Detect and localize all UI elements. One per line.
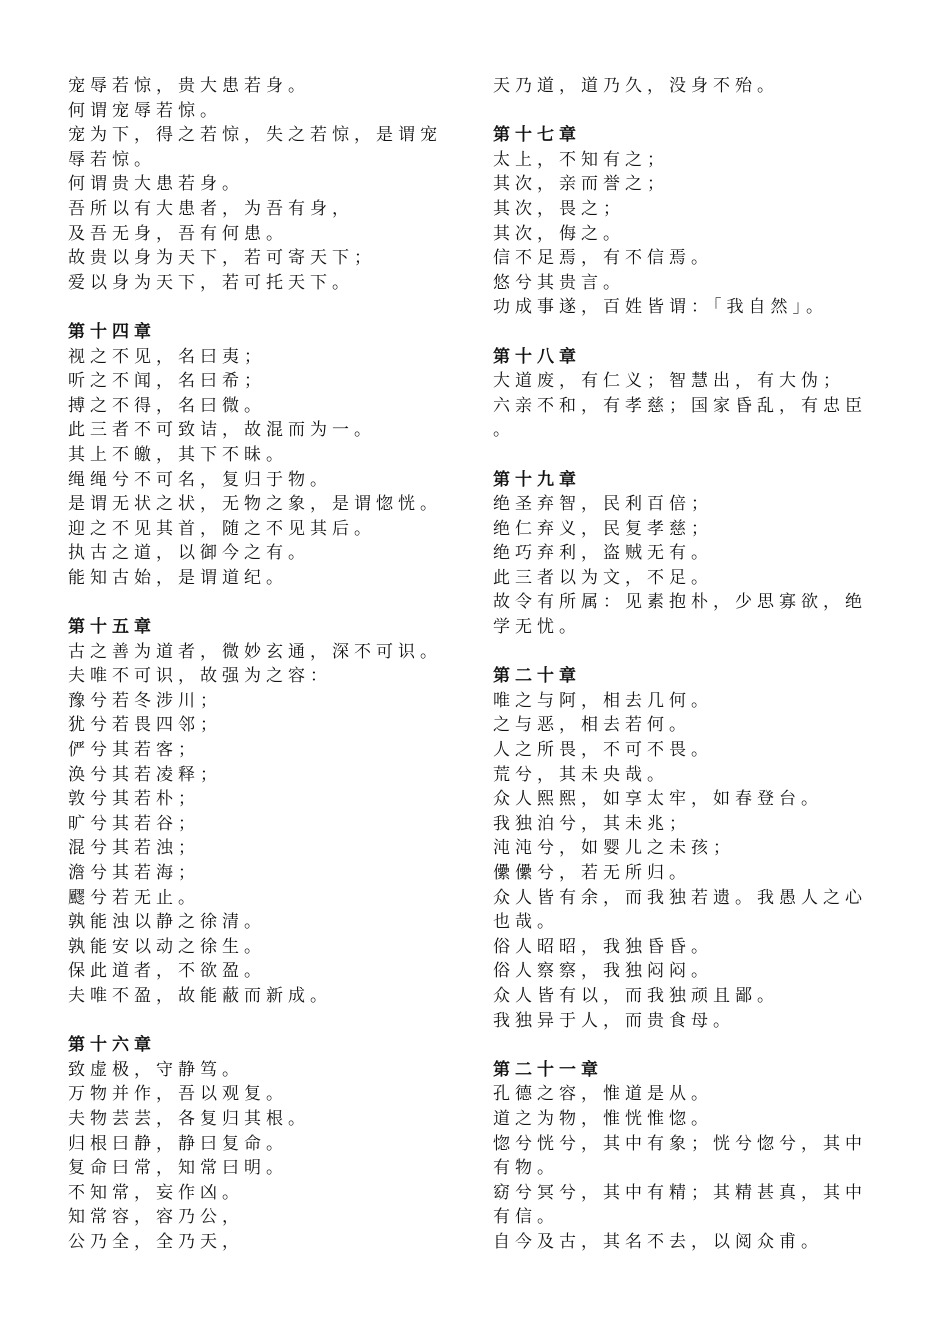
chapter-heading: 第二十章 — [493, 666, 581, 687]
text-line: 之与恶，相去若何。 — [493, 715, 691, 736]
chapter-heading: 第二十一章 — [493, 1059, 603, 1080]
text-line: 六亲不和，有孝慈；国家昏乱，有忠臣 — [493, 395, 867, 416]
paragraph-gap — [493, 320, 893, 345]
paragraph-gap — [493, 640, 893, 665]
left-column — [68, 74, 468, 1255]
text-line: 飂兮若无止。 — [68, 887, 200, 908]
text-line: 澹兮其若海； — [68, 863, 200, 883]
text-line: 搏之不得，名曰微。 — [68, 395, 266, 416]
text-line: 道之为物，惟恍惟惚。 — [493, 1108, 713, 1129]
text-line: 是谓无状之状，无物之象，是谓惚恍。 — [68, 494, 442, 515]
text-line: 视之不见，名曰夷； — [68, 346, 266, 367]
text-line: 天乃道，道乃久，没身不殆。 — [493, 76, 779, 96]
text-line: 公乃全，全乃天， — [68, 1231, 244, 1252]
text-line: 惚兮恍兮，其中有象；恍兮惚兮，其中 — [493, 1133, 867, 1154]
text-line: 其次，亲而誉之； — [493, 174, 669, 195]
text-line: 迎之不见其首，随之不见其后。 — [68, 518, 376, 539]
paragraph-gap — [493, 443, 893, 468]
text-line: 沌沌兮，如婴儿之未孩； — [493, 838, 735, 859]
text-line: 窈兮冥兮，其中有精；其精甚真，其中 — [493, 1182, 867, 1203]
text-line: 故令有所属：见素抱朴，少思寡欲，绝 — [493, 592, 867, 613]
text-line: 万物并作，吾以观复。 — [68, 1084, 288, 1105]
text-line: 众人皆有以，而我独顽且鄙。 — [493, 985, 779, 1006]
text-line: 古之善为道者，微妙玄通，深不可识。 — [68, 641, 442, 662]
chapter-heading: 第十六章 — [68, 1035, 156, 1056]
text-line: 绝巧弃利，盗贼无有。 — [493, 543, 713, 564]
paragraph-gap — [68, 295, 468, 320]
chapter-heading: 第十四章 — [68, 321, 156, 342]
text-line: 荒兮，其未央哉。 — [493, 764, 669, 785]
text-line: 辱若惊。 — [68, 149, 156, 170]
text-line: 绝仁弃义，民复孝慈； — [493, 518, 713, 539]
text-line: 孰能浊以静之徐清。 — [68, 912, 266, 933]
paragraph-gap — [493, 1033, 893, 1058]
text-line: 涣兮其若凌释； — [68, 764, 222, 785]
text-line: 何谓贵大患若身。 — [68, 174, 244, 195]
text-line: 悠兮其贵言。 — [493, 272, 625, 293]
text-line: 何谓宠辱若惊。 — [68, 100, 222, 121]
text-line: 宠为下，得之若惊，失之若惊，是谓宠 — [68, 125, 442, 146]
text-line: 信不足焉，有不信焉。 — [493, 248, 713, 269]
text-line: 唯之与阿，相去几何。 — [493, 690, 713, 711]
text-line: 绳绳兮不可名，复归于物。 — [68, 469, 332, 490]
text-line: 敦兮其若朴； — [68, 789, 200, 810]
text-line: 有信。 — [493, 1207, 559, 1228]
text-line: 我独泊兮，其未兆； — [493, 813, 691, 834]
text-line: 功成事遂，百姓皆谓：「我自然」。 — [493, 297, 828, 318]
text-line: 。 — [493, 420, 515, 441]
text-line: 其次，畏之； — [493, 198, 625, 219]
text-line: 绝圣弃智，民利百倍； — [493, 494, 713, 515]
text-line: 此三者不可致诘，故混而为一。 — [68, 420, 376, 441]
text-line: 致虚极，守静笃。 — [68, 1059, 244, 1080]
text-line: 儽儽兮，若无所归。 — [493, 863, 691, 883]
text-line: 旷兮其若谷； — [68, 813, 200, 834]
chapter-heading: 第十七章 — [493, 125, 581, 146]
chapter-heading: 第十八章 — [493, 346, 581, 367]
text-line: 人之所畏，不可不畏。 — [493, 740, 713, 761]
paragraph-gap — [68, 1009, 468, 1034]
text-line: 俗人昭昭，我独昏昏。 — [493, 936, 713, 957]
text-line: 混兮其若浊； — [68, 838, 200, 859]
text-line: 其次，侮之。 — [493, 223, 625, 244]
chapter-heading: 第十九章 — [493, 469, 581, 490]
text-line: 大道废，有仁义；智慧出，有大伪； — [493, 371, 845, 392]
text-line: 我独异于人，而贵食母。 — [493, 1010, 735, 1031]
text-line: 复命曰常，知常曰明。 — [68, 1158, 288, 1179]
text-line: 俗人察察，我独闷闷。 — [493, 961, 713, 982]
chapter-heading: 第十五章 — [68, 617, 156, 638]
text-line: 故贵以身为天下，若可寄天下； — [68, 248, 376, 269]
text-line: 犹兮若畏四邻； — [68, 715, 222, 736]
text-line: 夫唯不盈，故能蔽而新成。 — [68, 985, 332, 1006]
text-line: 此三者以为文，不足。 — [493, 567, 713, 588]
text-line: 归根曰静，静曰复命。 — [68, 1133, 288, 1154]
text-line: 能知古始，是谓道纪。 — [68, 567, 288, 588]
text-line: 众人熙熙，如享太牢，如春登台。 — [493, 789, 823, 810]
text-line: 自今及古，其名不去，以阅众甫。 — [493, 1231, 823, 1252]
text-line: 及吾无身，吾有何患。 — [68, 223, 288, 244]
right-column — [493, 74, 893, 1255]
text-line: 孰能安以动之徐生。 — [68, 936, 266, 957]
text-line: 爱以身为天下，若可托天下。 — [68, 272, 354, 293]
text-line: 有物。 — [493, 1158, 559, 1179]
text-line: 其上不皦，其下不昧。 — [68, 444, 288, 465]
text-line: 保此道者，不欲盈。 — [68, 961, 266, 982]
text-line: 宠辱若惊，贵大患若身。 — [68, 76, 310, 96]
text-line: 太上，不知有之； — [493, 149, 669, 170]
text-line: 俨兮其若客； — [68, 740, 200, 761]
text-line: 豫兮若冬涉川； — [68, 690, 222, 711]
text-line: 夫物芸芸，各复归其根。 — [68, 1108, 310, 1129]
text-line: 学无忧。 — [493, 617, 581, 638]
text-line: 执古之道，以御今之有。 — [68, 543, 310, 564]
text-line: 孔德之容，惟道是从。 — [493, 1084, 713, 1105]
paragraph-gap — [68, 590, 468, 615]
text-line: 也哉。 — [493, 912, 559, 933]
paragraph-gap — [493, 99, 893, 124]
text-line: 知常容，容乃公， — [68, 1207, 244, 1228]
text-line: 听之不闻，名曰希； — [68, 371, 266, 392]
text-line: 不知常，妄作凶。 — [68, 1182, 244, 1203]
text-line: 吾所以有大患者，为吾有身， — [68, 198, 354, 219]
text-line: 夫唯不可识，故强为之容： — [68, 666, 332, 687]
text-line: 众人皆有余，而我独若遗。我愚人之心 — [493, 887, 867, 908]
